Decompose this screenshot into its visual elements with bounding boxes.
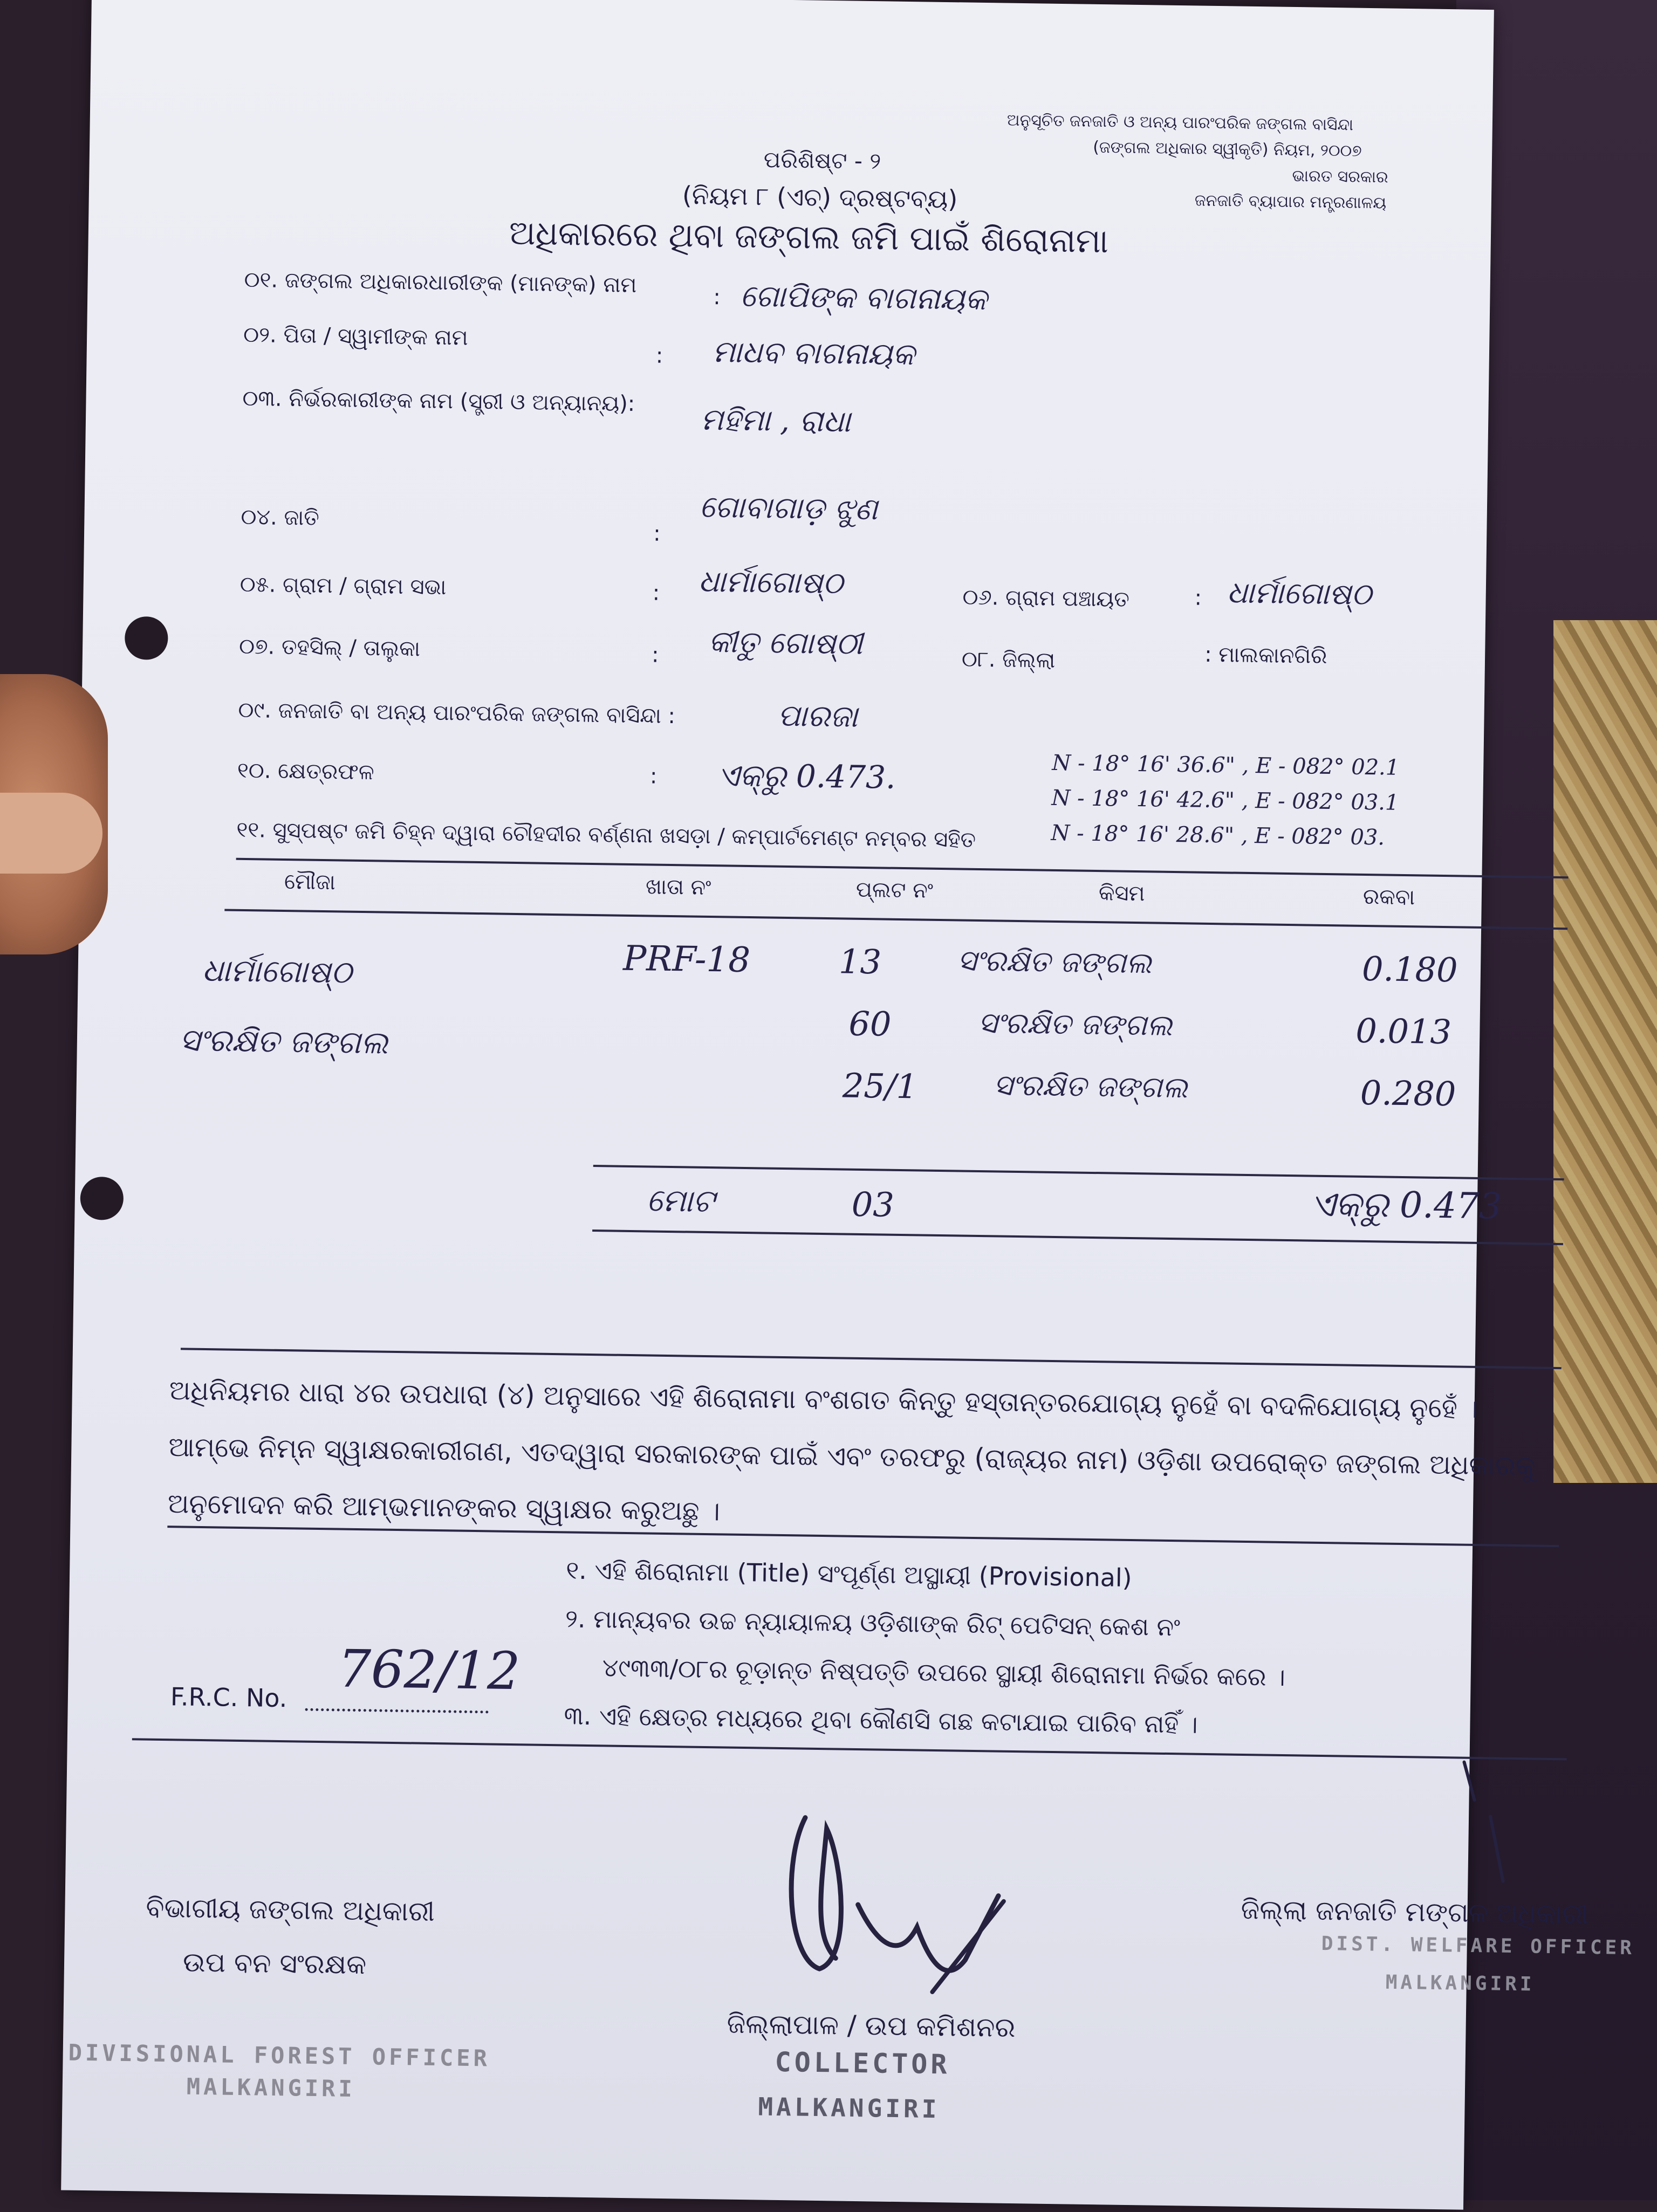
field-3-value: ମହିମା , ରାଧା <box>700 402 851 439</box>
declaration-line-3: ଅନୁମୋଦନ କରି ଆମ୍ଭମାନଙ୍କର ସ୍ୱାକ୍ଷର କରୁଅଛୁ । <box>167 1488 721 1527</box>
collector-signature <box>770 1796 1021 2004</box>
header-right-line3: ଭାରତ ସରକାର <box>1292 166 1388 187</box>
table-row-3-kisam: ସଂରକ୍ଷିତ ଜଙ୍ଗଲ <box>993 1068 1188 1105</box>
field-2-colon: : <box>655 343 663 368</box>
table-total-top-rule <box>593 1165 1564 1180</box>
field-9-label: ୦୯. ଜନଜାତି ବା ଅନ୍ୟ ପାରଂପରିକ ଜଙ୍ଗଲ ବାସିନ୍ଦା : <box>238 697 676 729</box>
table-row-1-plot: 13 <box>838 942 882 982</box>
table-total-label: ମୋଟ <box>646 1181 715 1220</box>
signatory-left-subtitle: ଉପ ବନ ସଂରକ୍ଷକ <box>182 1946 367 1981</box>
field-9-value: ପାରଜା <box>777 698 858 734</box>
header-right-line1: ଅନୁସୂଚିତ ଜନଜାତି ଓ ଅନ୍ୟ ପାରଂପରିକ ଜଙ୍ଗଲ ବାସିନ୍ଦା <box>1006 111 1354 135</box>
frc-number: 762/12 <box>337 1638 521 1702</box>
table-row-3-plot: 25/1 <box>842 1066 918 1107</box>
field-1-value: ଗୋପିଙ୍କ ବାଗନାୟକ <box>740 278 988 318</box>
coordinate-1: N - 18° 16' 36.6" , E - 082° 02.1 <box>1051 750 1400 780</box>
declaration-bottom-rule <box>167 1526 1559 1547</box>
coordinate-2: N - 18° 16' 42.6" , E - 082° 03.1 <box>1051 785 1399 815</box>
table-header-rule <box>224 909 1567 930</box>
table-row-2-kisam: ସଂରକ୍ଷିତ ଜଙ୍ଗଲ <box>978 1005 1173 1043</box>
field-10-label: ୧୦. କ୍ଷେତ୍ରଫଳ <box>237 758 374 785</box>
field-5-value: ଧାର୍ମାଗୋଷ୍ଠ <box>698 564 844 601</box>
signatory-center-title: ଜିଲ୍ଲାପାଳ / ଉପ କମିଶନର <box>727 2008 1016 2044</box>
table-row-1-kisam: ସଂରକ୍ଷିତ ଜଙ୍ଗଲ <box>957 943 1152 980</box>
table-total-area: ଏକ୍ରୁ 0.473 <box>1310 1183 1502 1227</box>
table-row-2-plot: 60 <box>848 1004 892 1044</box>
coordinate-3: N - 18° 16' 28.6" , E - 082° 03. <box>1051 820 1385 850</box>
note-2: ୨. ମାନ୍ୟବର ଉଚ୍ଚ ନ୍ୟାୟାଳୟ ଓଡ଼ିଶାଙ୍କ ରିଟ୍ ପେଟିସନ୍ କେଶ ନଂ <box>565 1604 1181 1642</box>
signatory-left-title: ବିଭାଗୀୟ ଜଙ୍ଗଲ ଅଧିକାରୀ <box>146 1892 435 1928</box>
table-mouza: ଧାର୍ମାଗୋଷ୍ଠ <box>202 951 352 991</box>
signatory-center-stamp: COLLECTOR <box>775 2046 950 2080</box>
signatory-center-stamp-place: MALKANGIRI <box>758 2092 940 2124</box>
table-header-kisam: କିସମ <box>1098 881 1145 906</box>
punch-hole-bottom <box>80 1177 124 1220</box>
signatory-left-stamp: DIVISIONAL FOREST OFFICER <box>68 2039 491 2072</box>
frc-dotted-line <box>305 1703 489 1714</box>
table-header-area: ରକବା <box>1362 884 1415 910</box>
annex-label: ପରିଶିଷ୍ଟ - ୨ <box>763 146 881 175</box>
document-page <box>61 0 1635 2210</box>
note-3: ୩. ଏହି କ୍ଷେତ୍ର ମଧ୍ୟରେ ଥିବା କୌଣସି ଗଛ କଟାଯାଇ ପାରିବ ନାହିଁ । <box>564 1701 1199 1739</box>
table-header-mouza: ମୌଜା <box>284 869 336 895</box>
field-1-colon: : <box>713 284 721 310</box>
field-11-label: ୧୧. ସୁସ୍ପଷ୍ଟ ଜମି ଚିହ୍ନ ଦ୍ୱାରା ଚୌହଦୀର ବର୍ଣ୍ଣନା ଖସଡ଼ା / କମ୍ପାର୍ଟମେଣ୍ଟ ନମ୍ବର ସହିତ <box>236 817 976 853</box>
page-title: ଅଧିକାରରେ ଥିବା ଜଙ୍ଗଲ ଜମି ପାଇଁ ଶିରୋନାମା <box>509 212 1109 261</box>
field-6-label: ୦୬. ଗ୍ରାମ ପଞ୍ଚାୟତ <box>962 585 1130 612</box>
field-10-colon: : <box>649 764 658 789</box>
field-6-value: ଧାର୍ମାଗୋଷ୍ଠ <box>1227 575 1372 613</box>
field-4-value: ଗୋବାଗାଡ଼ ଝୁଣ <box>699 489 878 527</box>
table-total-bottom-rule <box>592 1229 1563 1245</box>
background-straw <box>1553 620 1657 1483</box>
declaration-top-rule <box>181 1348 1562 1369</box>
table-row-2-area: 0.013 <box>1355 1011 1452 1052</box>
table-total-count: 03 <box>851 1184 895 1225</box>
field-3-label: ୦୩. ନିର୍ଭରକାରୀଙ୍କ ନାମ (ସ୍ତ୍ରୀ ଓ ଅନ୍ୟାନ୍ୟ): <box>242 386 635 416</box>
notes-bottom-rule <box>132 1738 1567 1760</box>
table-khata: PRF-18 <box>622 938 751 981</box>
field-1-label: ୦୧. ଜଙ୍ଗଲ ଅଧିକାରଧାରୀଙ୍କ (ମାନଙ୍କ) ନାମ <box>244 267 637 298</box>
field-6-colon: : <box>1194 585 1202 610</box>
field-2-value: ମାଧବ ବାଗନାୟକ <box>712 334 915 373</box>
table-mouza-line2: ସଂରକ୍ଷିତ ଜଙ୍ଗଲ <box>179 1021 388 1061</box>
signatory-left-stamp-place: MALKANGIRI <box>186 2073 356 2103</box>
table-top-rule <box>236 858 1569 878</box>
note-1: ୧. ଏହି ଶିରୋନାମା (Title) ସଂପୂର୍ଣ୍ଣ ଅସ୍ଥାୟୀ (Provisional) <box>565 1555 1132 1593</box>
punch-hole-top <box>125 616 168 660</box>
note-2-continued: ୪୯୩୩/୦୮ର ଚୂଡ଼ାନ୍ତ ନିଷ୍ପତ୍ତି ଉପରେ ସ୍ଥାୟୀ ଶିରୋନାମା ନିର୍ଭର କରେ । <box>602 1653 1286 1692</box>
signatory-right-stamp-place: MALKANGIRI <box>1385 1971 1535 1996</box>
declaration-line-1: ଅଧିନିୟମର ଧାରା ୪ର ଉପଧାରା (୪) ଅନୁସାରେ ଏହି ଶିରୋନାମା ବଂଶଗତ କିନ୍ତୁ ହସ୍ତାନ୍ତରଯୋଗ୍ୟ ନୁହେଁ ବା ବଦଳିଯୋଗ୍ୟ ନୁହେଁ । <box>169 1375 1478 1424</box>
frc-label: F.R.C. No. <box>170 1682 287 1713</box>
table-row-3-area: 0.280 <box>1360 1073 1456 1114</box>
field-8-value: : ମାଲକାନଗିରି <box>1204 642 1327 669</box>
field-7-label: ୦୭. ତହସିଲ୍ / ତାଲୁକା <box>238 634 421 662</box>
field-5-label: ୦୫. ଗ୍ରାମ / ଗ୍ରାମ ସଭା <box>239 572 447 600</box>
table-header-plot: ପ୍ଲଟ ନଂ <box>855 877 934 903</box>
field-5-colon: : <box>652 580 660 606</box>
welfare-officer-signature <box>1451 1751 1518 1892</box>
table-row-1-area: 0.180 <box>1361 949 1459 990</box>
field-10-value: ଏକ୍ରୁ 0.473. <box>717 757 896 796</box>
field-4-colon: : <box>653 521 661 546</box>
holding-thumb <box>0 793 102 874</box>
declaration-line-2: ଆମ୍ଭେ ନିମ୍ନ ସ୍ୱାକ୍ଷରକାରୀଗଣ, ଏତଦ୍ୱାରା ସରକାରଙ୍କ ପାଇଁ ଏବଂ ତରଫରୁ (ରାଜ୍ୟର ନାମ) ଓଡ଼ିଶା ଉପରୋକ୍ତ ଜଙ୍ଗଲ ଅଧିକାରକୁ <box>168 1431 1536 1482</box>
field-8-label: ୦୮. ଜିଲ୍ଲା <box>961 647 1056 673</box>
signatory-right-title: ଜିଲ୍ଲା ଜନଜାତି ମଙ୍ଗଳ ଅଧିକାରୀ <box>1241 1893 1589 1930</box>
field-2-label: ୦୨. ପିତା / ସ୍ୱାମୀଙ୍କ ନାମ <box>243 322 468 351</box>
header-right-line2: (ଜଙ୍ଗଲ ଅଧିକାର ସ୍ୱୀକୃତି) ନିୟମ, ୨୦୦୭ <box>1092 138 1362 161</box>
field-7-colon: : <box>651 642 659 668</box>
header-right-line4: ଜନଜାତି ବ୍ୟାପାର ମନ୍ତ୍ରଣାଳୟ <box>1194 191 1387 213</box>
rule-reference: (ନିୟମ ୮ (ଏଚ୍) ଦ୍ରଷ୍ଟବ୍ୟ) <box>682 181 958 214</box>
field-7-value: କୀତୁ ଗୋଷ୍ଠୀ <box>708 624 863 662</box>
table-header-khata: ଖାତା ନଂ <box>645 874 711 901</box>
signatory-right-stamp: DIST. WELFARE OFFICER <box>1321 1933 1635 1960</box>
field-4-label: ୦୪. ଜାତି <box>241 504 320 531</box>
